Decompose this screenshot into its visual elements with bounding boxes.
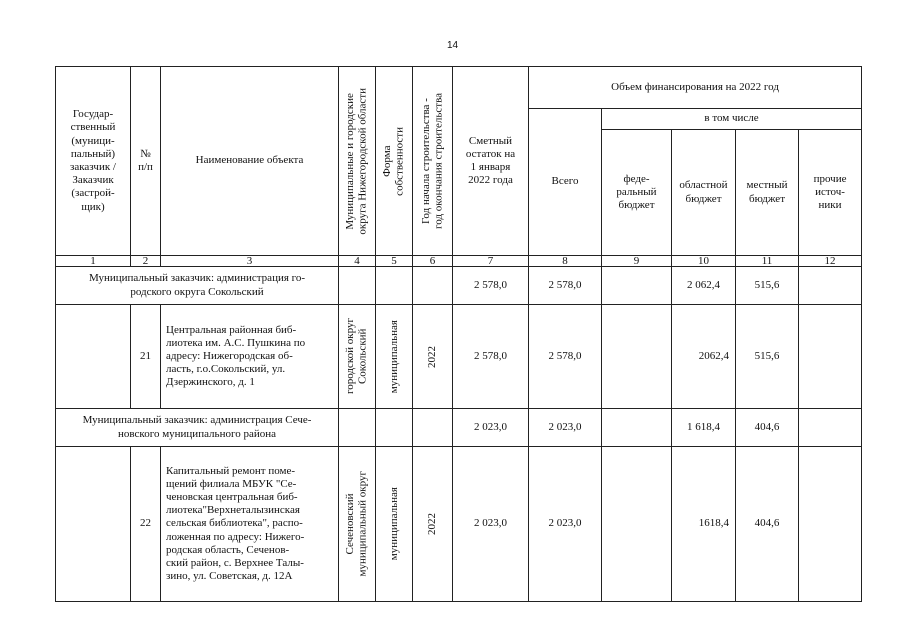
header-regional: областной бюджет — [672, 130, 736, 256]
column-number: 2 — [131, 256, 161, 267]
estimate-value: 2 023,0 — [453, 409, 529, 447]
federal-value — [602, 305, 672, 409]
header-years: Год начала строительства - год окончания строительства — [413, 67, 453, 256]
federal-value — [602, 447, 672, 602]
object-ownership: муниципальная — [376, 447, 413, 602]
header-ownership: Форма собственности — [376, 67, 413, 256]
estimate-value: 2 578,0 — [453, 267, 529, 305]
column-number: 7 — [453, 256, 529, 267]
header-local: местный бюджет — [736, 130, 799, 256]
column-number: 1 — [56, 256, 131, 267]
column-number-row — [56, 256, 862, 267]
other-value — [799, 409, 862, 447]
estimate-value: 2 023,0 — [453, 447, 529, 602]
other-value — [799, 267, 862, 305]
regional-value: 1618,4 — [672, 447, 736, 602]
object-ownership: муниципальная — [376, 305, 413, 409]
object-num: 22 — [131, 447, 161, 602]
local-value: 515,6 — [736, 267, 799, 305]
column-number: 6 — [413, 256, 453, 267]
object-name: Центральная районная биб- лиотека им. А.С. Пушкина по адресу: Нижегородская об- ласть, г.о.Сокольский, ул. Дзержинского, д. 1 — [161, 305, 339, 409]
header-municipality: Муниципальные и городские округа Нижегородской области — [339, 67, 376, 256]
header-estimate: Сметный остаток на 1 января 2022 года — [453, 67, 529, 256]
object-years: 2022 — [413, 447, 453, 602]
financing-table — [55, 66, 862, 602]
header-federal: феде- ральный бюджет — [602, 130, 672, 256]
header-customer: Государ- ственный (муници- пальный) заказчик / Заказчик (застрой- щик) — [56, 67, 131, 256]
object-row — [56, 305, 862, 409]
page-number: 14 — [446, 40, 459, 51]
header-total: Всего — [529, 109, 602, 256]
total-value: 2 578,0 — [529, 305, 602, 409]
other-value — [799, 447, 862, 602]
object-municipality: Сеченовский муниципальный округ — [339, 447, 376, 602]
object-num: 21 — [131, 305, 161, 409]
customer-row — [56, 409, 862, 447]
object-years: 2022 — [413, 305, 453, 409]
header-financing: Объем финансирования на 2022 год — [529, 67, 862, 109]
federal-value — [602, 409, 672, 447]
column-number: 11 — [736, 256, 799, 267]
total-value: 2 023,0 — [529, 409, 602, 447]
regional-value: 1 618,4 — [672, 409, 736, 447]
local-value: 404,6 — [736, 447, 799, 602]
total-value: 2 578,0 — [529, 267, 602, 305]
header-including: в том числе — [602, 109, 862, 130]
local-value: 515,6 — [736, 305, 799, 409]
local-value: 404,6 — [736, 409, 799, 447]
column-number: 8 — [529, 256, 602, 267]
header-other: прочие источ- ники — [799, 130, 862, 256]
object-name: Капитальный ремонт поме- щений филиала МБУК "Се- ченовская центральная биб- лиотека"Верхнеталызинская сельская библиотека", распо- ложенная по адресу: Нижего- родская область, Сеченов- ский район, с. Верхнее Талы- зино, ул. Советская, д. 12А — [161, 447, 339, 602]
column-number: 12 — [799, 256, 862, 267]
regional-value: 2062,4 — [672, 305, 736, 409]
object-municipality: городской округ Сокольский — [339, 305, 376, 409]
column-number: 3 — [161, 256, 339, 267]
column-number: 9 — [602, 256, 672, 267]
column-number: 10 — [672, 256, 736, 267]
other-value — [799, 305, 862, 409]
estimate-value: 2 578,0 — [453, 305, 529, 409]
regional-value: 2 062,4 — [672, 267, 736, 305]
customer-name: Муниципальный заказчик: администрация Сече- новского муниципального района — [56, 409, 339, 447]
customer-name: Муниципальный заказчик: администрация го- родского округа Сокольский — [56, 267, 339, 305]
federal-value — [602, 267, 672, 305]
header-object-name: Наименование объекта — [161, 67, 339, 256]
object-row — [56, 447, 862, 602]
total-value: 2 023,0 — [529, 447, 602, 602]
customer-row — [56, 267, 862, 305]
column-number: 5 — [376, 256, 413, 267]
header-num: № п/п — [131, 67, 161, 256]
column-number: 4 — [339, 256, 376, 267]
